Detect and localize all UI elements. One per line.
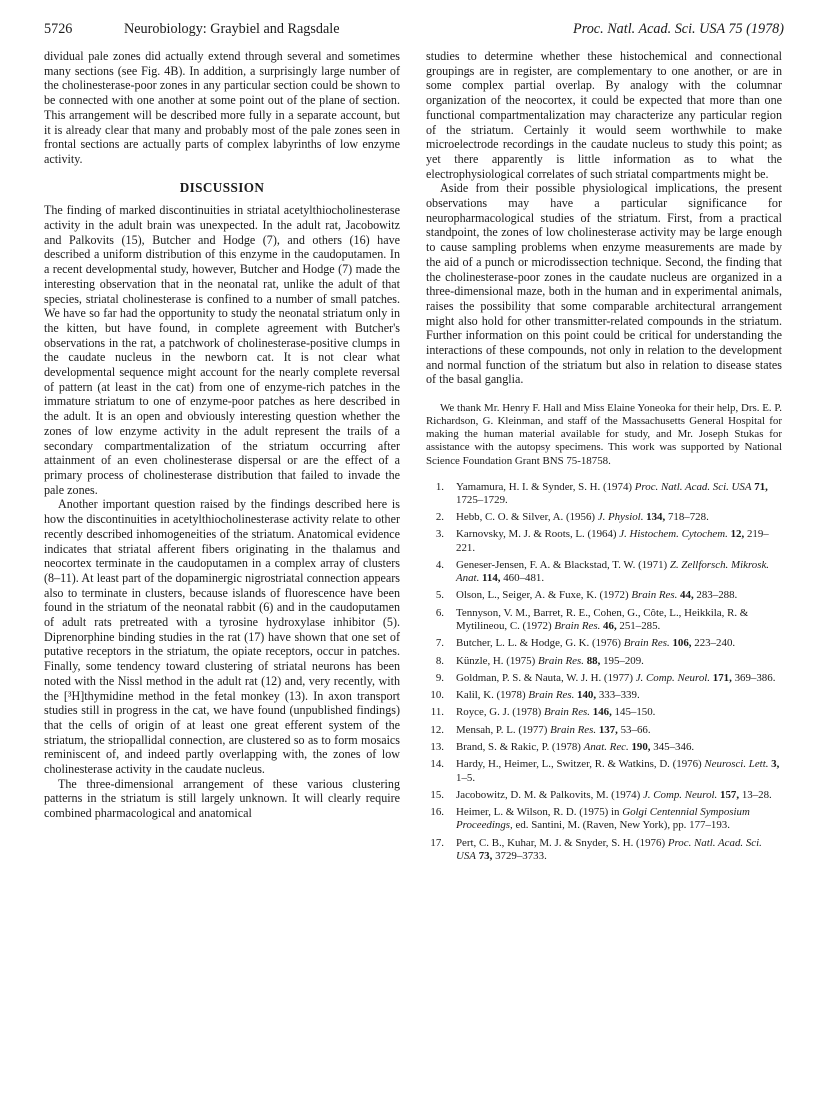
reference-item xyxy=(426,637,782,650)
continued-paragraph: dividual pale zones did actually extend through several and sometimes many sections (see Fig. 4B). In addition, a surprisingly large number of the cholinesterase-poor zones in any particular section could be shown to be connected with one another at some point out of the plane of section. This arrangement will be described more fully in a separate account, but it is already clear that many and probably most of the pale zones seen in frontal sections are actually parts of complex labyrinths of low enzyme activity. xyxy=(44,49,400,166)
reference-item xyxy=(426,589,782,602)
reference-number: 10. xyxy=(430,689,444,702)
reference-journal: J. Physiol. xyxy=(597,511,644,524)
page-number: 5726 xyxy=(44,21,73,37)
reference-journal: Anat. Rec. xyxy=(583,741,629,754)
reference-pages: 1–5. xyxy=(456,771,476,784)
reference-number: 5. xyxy=(435,589,444,602)
reference-volume: 12, xyxy=(730,528,745,541)
reference-authors: Kalil, K. (1978) xyxy=(456,689,526,702)
reference-number: 13. xyxy=(430,741,444,754)
reference-list xyxy=(426,481,782,863)
reference-item xyxy=(426,655,782,668)
reference-pages: 718–728. xyxy=(667,511,709,524)
reference-pages: 333–339. xyxy=(598,689,640,702)
reference-journal: Brain Res. xyxy=(537,654,584,667)
reference-item xyxy=(426,528,782,554)
reference-volume: 140, xyxy=(577,689,597,702)
right-column xyxy=(426,49,782,867)
reference-pages: 223–240. xyxy=(694,637,736,650)
reference-item xyxy=(426,724,782,737)
reference-journal: Brain Res. xyxy=(544,706,591,719)
reference-authors: Tennyson, V. M., Barret, R. E., Cohen, G., Côte, L., Heikkila, R. & Mytilineou, C. (1972) xyxy=(456,606,749,632)
reference-item xyxy=(426,559,782,585)
journal-citation: Proc. Natl. Acad. Sci. USA 75 (1978) xyxy=(573,21,784,37)
reference-journal: Brain Res. xyxy=(528,689,575,702)
reference-volume: 73, xyxy=(478,849,493,862)
reference-authors: Jacobowitz, D. M. & Palkovits, M. (1974) xyxy=(456,788,641,801)
reference-number: 8. xyxy=(435,654,444,667)
reference-number: 1. xyxy=(435,480,444,493)
reference-journal: Brain Res. xyxy=(623,637,670,650)
running-title: Neurobiology: Graybiel and Ragsdale xyxy=(124,21,340,37)
discussion-paragraph-3: The three-dimensional arrangement of these various clustering patterns in the striatum is still largely unknown. It will clearly require combined pharmacological and anatomical xyxy=(44,776,400,821)
reference-number: 16. xyxy=(430,806,444,819)
reference-number: 14. xyxy=(430,758,444,771)
reference-volume: 146, xyxy=(592,706,612,719)
reference-pages: 145–150. xyxy=(614,706,656,719)
left-column xyxy=(44,49,400,821)
reference-journal: Brain Res. xyxy=(550,723,597,736)
reference-pages: 3729–3733. xyxy=(495,849,547,862)
reference-item xyxy=(426,481,782,507)
reference-authors: Brand, S. & Rakic, P. (1978) xyxy=(456,741,581,754)
reference-journal: Brain Res. xyxy=(554,619,601,632)
reference-pages: 53–66. xyxy=(620,723,651,736)
discussion-paragraph-1: The finding of marked discontinuities in striatal acetylthiocholinesterase activity in the adult brain was unexpected. In the adult rat, Jacobowitz and Palkovits (15), Butcher and Hodge (7), and others (16) have described a uniform distribution of this enzyme in the caudoputamen. In a recent developmental study, however, Butcher and Hodge (7) made the interesting observation that in the neonatal rat, unlike the adult of that species, striatal cholinesterase is confined to a number of small patches. We have so far had the opportunity to study the neonatal striatum only in the kitten, but have found, in complete agreement with Butcher's observations in the rat, a patchwork of cholinesterase-positive clumps in the caudate nucleus in the newborn cat. It is not clear what developmental sequence might account for the nearly complete reversal of pattern (at least in the cat) from one of enzyme-rich patches in the immature striatum to one of enzyme-poor patches as here described in the adult. It is an open and obviously interesting question whether the zones of low enzyme activity in the adult represent the trails of a secondary compartmentalization of the striatum occurring after attainment of an even cholinesterase dispersal or are the effect of a primary process of cholinesterase distribution that failed to invade the pale zones. xyxy=(44,203,400,497)
reference-item xyxy=(426,741,782,754)
reference-number: 2. xyxy=(435,511,444,524)
reference-volume: 3, xyxy=(771,758,780,771)
reference-journal: Golgi Centennial Symposium Proceedings, xyxy=(456,806,750,832)
reference-volume: 190, xyxy=(631,741,651,754)
reference-volume: 157, xyxy=(720,788,740,801)
reference-volume: 71, xyxy=(754,480,768,493)
reference-pages: 195–209. xyxy=(603,654,644,667)
reference-authors: Yamamura, H. I. & Synder, S. H. (1974) xyxy=(456,480,633,493)
continued-paragraph-right: studies to determine whether these histochemical and connectional groupings are in register, are complementary to one another, or are in some complex partial overlap. By analogy with the columnar organization of the neocortex, it could be expected that more than one functional compartmentalization may characterize any particular region of the striatum. Certainly it would seem worthwhile to make microelectrode recordings in the caudate nucleus to study this point; as yet there apparently is little information as to what the electrophysiological correlates of such striatal compartments might be. xyxy=(426,49,782,181)
reference-journal: Brain Res. xyxy=(631,589,678,602)
reference-item xyxy=(426,689,782,702)
discussion-paragraph-4: Aside from their possible physiological implications, the present observations may have a particular significance for neuropharmacological studies of the striatum. First, from a practical standpoint, the zones of low cholinesterase activity may be large enough to cause sampling problems when enzyme measurements are made by the aid of a punch or microdissection technique. Second, the finding that the cholinesterase-poor zones in the caudate nucleus are organized in a three-dimensional maze, both in the human and in experimental animals, raises the possibility that some comparable architectural arrangement might also hold for other transmitter-related compounds in the striatum. Further information on this point could be critical for understanding the interactions of these compounds, not only in relation to the development and normal function of the striatum but also in relation to disease states of the basal ganglia. xyxy=(426,181,782,387)
reference-pages: 369–386. xyxy=(734,671,776,684)
reference-number: 4. xyxy=(435,558,444,571)
reference-journal: Proc. Natl. Acad. Sci. USA xyxy=(634,480,752,493)
reference-number: 12. xyxy=(430,723,444,736)
reference-authors: Künzle, H. (1975) xyxy=(456,654,536,667)
reference-volume: 88, xyxy=(586,654,601,667)
reference-pages: 251–285. xyxy=(619,619,661,632)
section-heading-discussion: DISCUSSION xyxy=(179,179,265,195)
reference-volume: 46, xyxy=(603,619,617,632)
reference-pages: 1725–1729. xyxy=(456,493,508,506)
reference-item xyxy=(426,511,782,524)
reference-journal: J. Histochem. Cytochem. xyxy=(619,528,728,541)
reference-journal: J. Comp. Neurol. xyxy=(642,788,718,801)
reference-authors: Butcher, L. L. & Hodge, G. K. (1976) xyxy=(456,637,622,650)
reference-authors: Hardy, H., Heimer, L., Switzer, R. & Watkins, D. (1976) xyxy=(456,758,702,771)
reference-item xyxy=(426,806,782,832)
reference-volume: 106, xyxy=(672,637,692,650)
reference-number: 7. xyxy=(435,637,444,650)
reference-number: 11. xyxy=(430,706,444,719)
reference-volume: 137, xyxy=(598,723,618,736)
reference-journal: Neurosci. Lett. xyxy=(704,758,769,771)
reference-authors: Royce, G. J. (1978) xyxy=(456,706,542,719)
acknowledgments: We thank Mr. Henry F. Hall and Miss Elaine Yoneoka for their help, Drs. E. P. Richardson, G. Kleinman, and staff of the Massachusetts General Hospital for making the human material available for study, and Mr. Joseph Stukas for assistance with the autopsy specimens. This work was supported by National Science Foundation Grant BNS 75-18758. xyxy=(426,402,782,467)
reference-item xyxy=(426,672,782,685)
reference-number: 9. xyxy=(435,671,444,684)
reference-item xyxy=(426,607,782,633)
reference-number: 3. xyxy=(435,528,444,541)
reference-volume: 114, xyxy=(482,572,501,585)
reference-authors: Mensah, P. L. (1977) xyxy=(456,723,548,736)
reference-journal: Proc. Natl. Acad. Sci. USA xyxy=(456,836,762,862)
reference-item xyxy=(426,837,782,863)
reference-number: 6. xyxy=(435,606,444,619)
reference-item xyxy=(426,706,782,719)
reference-authors: Karnovsky, M. J. & Roots, L. (1964) xyxy=(456,528,617,541)
reference-pages: 219–221. xyxy=(456,528,769,554)
reference-number: 15. xyxy=(430,788,444,801)
reference-volume: 171, xyxy=(712,671,732,684)
running-header xyxy=(44,21,784,39)
reference-pages: ed. Santini, M. (Raven, New York), pp. 177–193. xyxy=(515,819,730,832)
reference-pages: 460–481. xyxy=(503,572,545,585)
reference-pages: 283–288. xyxy=(696,589,738,602)
reference-journal: J. Comp. Neurol. xyxy=(635,671,711,684)
reference-journal: Z. Zellforsch. Mikrosk. Anat. xyxy=(456,558,770,585)
reference-pages: 13–28. xyxy=(741,788,772,801)
reference-authors: Pert, C. B., Kuhar, M. J. & Snyder, S. H. (1976) xyxy=(456,836,666,849)
reference-authors: Geneser-Jensen, F. A. & Blackstad, T. W. (1971) xyxy=(456,558,668,571)
discussion-paragraph-2: Another important question raised by the findings described here is how the discontinuities in acetylthiocholinesterase activity relate to other recently described inhomogeneities of the striatum. Anatomical evidence indicates that striatal afferent fibers originating in the thalamus and neocortex terminate in the caudoputamen in a complex array of clusters (8–11). At least part of the dopaminergic nigrostriatal connection appears also to terminate in clusters, because islands of fluorescence have been found in the striatum of the neonatal rabbit (6) and in the caudoputamen of adult rats pretreated with a tyrosine hydroxylase inhibitor (5). Diprenorphine binding studies in the rat (17) have shown that one set of putative receptors in the striatum, the opiate receptors, occur in patches. Finally, some tendency toward clustering of striatal neurons has been noted with the Nissl method in the adult rat (12) and, very recently, with the [³H]thymidine method in the fetal monkey (13). In axon transport studies still in progress in the cat, we have found (unpublished findings) that the cells of origin of at least one great efferent system of the striatum, the striopallidal connection, are clustered so as to form mosaics reminiscent of, and indeed partly overlapping with, the zones of low cholinesterase activity in the caudate nucleus. xyxy=(44,497,400,777)
reference-authors: Hebb, C. O. & Silver, A. (1956) xyxy=(456,511,596,524)
reference-authors: Heimer, L. & Wilson, R. D. (1975) in xyxy=(456,806,620,819)
reference-authors: Goldman, P. S. & Nauta, W. J. H. (1977) xyxy=(456,671,633,684)
reference-volume: 44, xyxy=(680,589,694,602)
reference-pages: 345–346. xyxy=(653,741,695,754)
reference-number: 17. xyxy=(430,836,444,849)
reference-item xyxy=(426,758,782,784)
reference-item xyxy=(426,789,782,802)
reference-authors: Olson, L., Seiger, A. & Fuxe, K. (1972) xyxy=(456,589,629,602)
reference-volume: 134, xyxy=(646,511,666,524)
